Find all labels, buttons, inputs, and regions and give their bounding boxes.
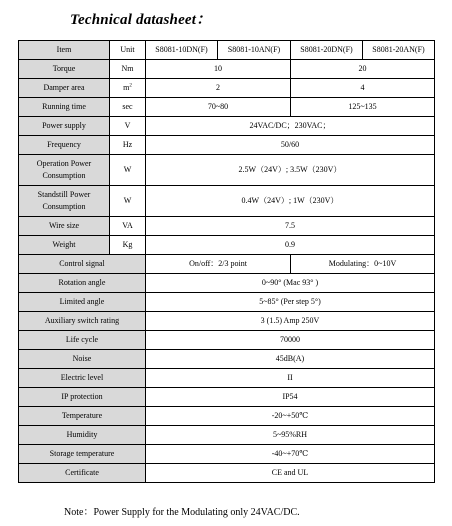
table-row-certificate xyxy=(19,464,435,483)
row-value-modulating: Modulating：0~10V xyxy=(291,255,435,274)
row-unit: W xyxy=(110,186,146,217)
row-label: Auxiliary switch rating xyxy=(19,312,146,331)
row-label: Rotation angle xyxy=(19,274,146,293)
row-value: 5~95%RH xyxy=(146,426,435,445)
row-label: Temperature xyxy=(19,407,146,426)
row-unit: $m^2$ xyxy=(110,79,146,98)
row-value: CE and UL xyxy=(146,464,435,483)
row-unit: W xyxy=(110,155,146,186)
row-label: Storage temperature xyxy=(19,445,146,464)
technical-datasheet-table xyxy=(18,40,435,483)
datasheet-title: Technical datasheet： xyxy=(70,12,212,28)
row-label: Weight xyxy=(19,236,110,255)
row-unit: Kg xyxy=(110,236,146,255)
row-value: II xyxy=(146,369,435,388)
row-label: Certificate xyxy=(19,464,146,483)
row-label: Power supply xyxy=(19,117,110,136)
table-row-wire-size xyxy=(19,217,435,236)
row-value: 7.5 xyxy=(146,217,435,236)
table-row-weight xyxy=(19,236,435,255)
table-row-auxiliary-switch xyxy=(19,312,435,331)
row-value: IP54 xyxy=(146,388,435,407)
row-label: Life cycle xyxy=(19,331,146,350)
row-unit: Nm xyxy=(110,60,146,79)
row-value-10: 10 xyxy=(146,60,291,79)
row-unit: Hz xyxy=(110,136,146,155)
row-label: Running time xyxy=(19,98,110,117)
row-value-20: 20 xyxy=(291,60,435,79)
table-row-ip-protection xyxy=(19,388,435,407)
header-model-3: S8081-20DN(F) xyxy=(291,41,363,60)
table-row-power-supply xyxy=(19,117,435,136)
row-value: 45dB(A) xyxy=(146,350,435,369)
table-row-standstill-power xyxy=(19,186,435,217)
header-item: Item xyxy=(19,41,110,60)
row-value: 0.9 xyxy=(146,236,435,255)
row-label: Operation Power Consumption xyxy=(19,155,110,186)
footnote: Note：Power Supply for the Modulating only 24VAC/DC. xyxy=(64,507,300,518)
row-value: 5~85° (Per step 5°) xyxy=(146,293,435,312)
row-value: 0.4W（24V）; 1W（230V） xyxy=(146,186,435,217)
row-label: Electric level xyxy=(19,369,146,388)
row-unit: sec xyxy=(110,98,146,117)
row-label: Frequency xyxy=(19,136,110,155)
row-value-20: 125~135 xyxy=(291,98,435,117)
row-unit: V xyxy=(110,117,146,136)
row-value-onoff: On/off：2/3 point xyxy=(146,255,291,274)
row-value-20: 4 xyxy=(291,79,435,98)
table-header-row xyxy=(19,41,435,60)
table-row-temperature xyxy=(19,407,435,426)
table-row-damper-area xyxy=(19,79,435,98)
row-value: 2.5W（24V）; 3.5W（230V） xyxy=(146,155,435,186)
row-value-10: 2 xyxy=(146,79,291,98)
row-label: Noise xyxy=(19,350,146,369)
row-value: -20~+50℃ xyxy=(146,407,435,426)
table-row-noise xyxy=(19,350,435,369)
row-value: 50/60 xyxy=(146,136,435,155)
table-row-life-cycle xyxy=(19,331,435,350)
table-row-frequency xyxy=(19,136,435,155)
row-label: Torque xyxy=(19,60,110,79)
row-value: -40~+70℃ xyxy=(146,445,435,464)
header-model-1: S8081-10DN(F) xyxy=(146,41,218,60)
table-row-humidity xyxy=(19,426,435,445)
row-label: Wire size xyxy=(19,217,110,236)
row-label: Humidity xyxy=(19,426,146,445)
table-row-torque xyxy=(19,60,435,79)
table-row-rotation-angle xyxy=(19,274,435,293)
row-label: Control signal xyxy=(19,255,146,274)
header-unit: Unit xyxy=(110,41,146,60)
table-row-operation-power xyxy=(19,155,435,186)
table-row-control-signal xyxy=(19,255,435,274)
table-row-electric-level xyxy=(19,369,435,388)
header-model-4: S8081-20AN(F) xyxy=(363,41,435,60)
header-model-2: S8081-10AN(F) xyxy=(218,41,291,60)
table-row-running-time xyxy=(19,98,435,117)
row-label: Standstill Power Consumption xyxy=(19,186,110,217)
row-value: 0~90° (Mac 93° ) xyxy=(146,274,435,293)
table-row-storage-temperature xyxy=(19,445,435,464)
row-value: 3 (1.5) Amp 250V xyxy=(146,312,435,331)
row-label: IP protection xyxy=(19,388,146,407)
row-value: 70000 xyxy=(146,331,435,350)
row-value: 24VAC/DC；230VAC； xyxy=(146,117,435,136)
row-label: Damper area xyxy=(19,79,110,98)
row-value-10: 70~80 xyxy=(146,98,291,117)
row-unit: VA xyxy=(110,217,146,236)
table-row-limited-angle xyxy=(19,293,435,312)
row-label: Limited angle xyxy=(19,293,146,312)
